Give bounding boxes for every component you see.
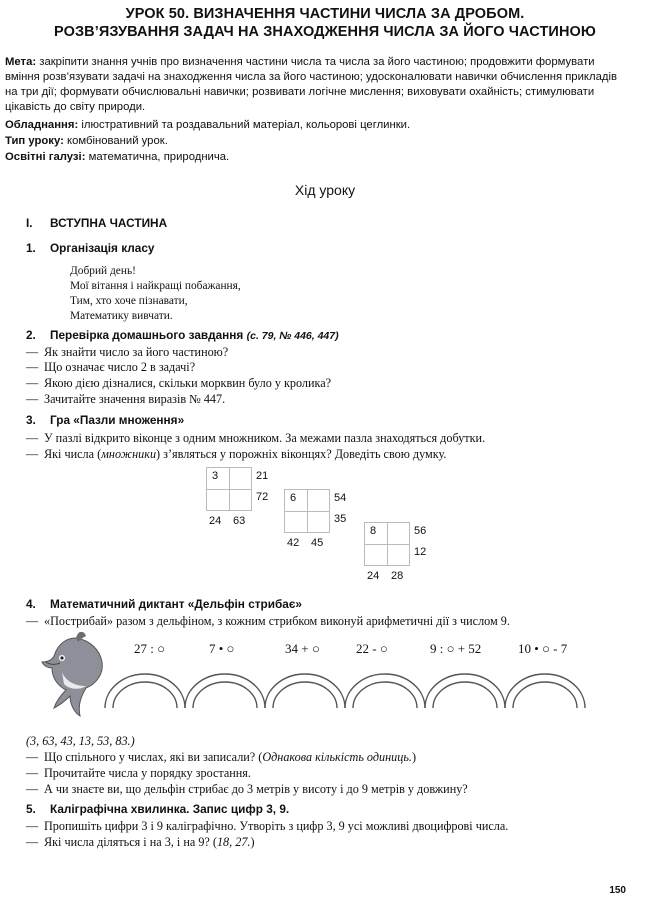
course-heading: Хід уроку	[294, 182, 356, 198]
puzzle-product: 56	[414, 525, 427, 537]
puzzle-known-factor: 3	[212, 470, 219, 482]
lesson-type	[5, 134, 627, 149]
puzzle-product: 54	[334, 492, 347, 504]
puzzle-product: 42	[287, 537, 300, 549]
jump-expression: 9 : ○ + 52	[430, 641, 482, 656]
section-intro: I. ВСТУПНА ЧАСТИНА	[26, 216, 168, 230]
puzzle-product: 63	[233, 515, 246, 527]
poem-line: Математику вивчати.	[70, 310, 173, 322]
jump-expression: 10 • ○ - 7	[518, 641, 568, 656]
instruction-line: — Які числа (множники) з’являться у порожніх віконцях? Доведіть свою думку.	[26, 447, 447, 461]
question-line: — Зачитайте значення виразів № 447.	[26, 392, 226, 406]
puzzle-product: 24	[209, 515, 222, 527]
question-line: — Пропишіть цифри 3 і 9 каліграфічно. Утворіть з цифр 3, 9 усі можливі двоцифрові числа.	[26, 819, 509, 833]
section-calligraphy: 5. Каліграфічна хвилинка. Запис цифр 3, 9.	[26, 802, 290, 816]
puzzle-product: 12	[414, 546, 427, 558]
jump-expression: 34 + ○	[285, 641, 320, 656]
puzzle-product: 28	[391, 570, 404, 582]
type-text: комбінований урок.	[67, 135, 168, 147]
jump-expression: 7 • ○	[209, 641, 235, 656]
question-line: — Що спільного у числах, які ви записали? (Однакова кількість одиниць.)	[26, 750, 417, 764]
goal-label: Мета:	[5, 56, 37, 68]
type-label: Тип уроку:	[5, 135, 64, 147]
puzzle-known-factor: 8	[370, 525, 377, 537]
instruction-line: — «Пострибай» разом з дельфіном, з кожним стрибком виконуй арифметичні дії з числом 9.	[26, 614, 510, 628]
lesson-areas	[5, 150, 627, 165]
equipment-label: Обладнання:	[5, 119, 79, 131]
question-line: — Прочитайте числа у порядку зростання.	[26, 766, 251, 780]
section-homework: 2. Перевірка домашнього завдання (с. 79, № 446, 447)	[26, 328, 339, 342]
puzzle-product: 45	[311, 537, 324, 549]
goal-text: закріпити знання учнів про визначення частини числа та числа за його частиною; продовжити формувати вміння розв’язувати задачі на знаходження числа за його частиною; удосконалювати навички обчислення прикладів на три дії; формувати обчислювальні навички; розвивати логічне мислення; виховувати охайність; стимулювати цікавість до світу природи.	[5, 56, 617, 113]
section-puzzle-game: 3. Гра «Пазли множення»	[26, 413, 185, 427]
areas-text: математична, природнича.	[88, 151, 230, 163]
section-organization: 1. Організація класу	[26, 241, 155, 255]
poem-line: Добрий день!	[70, 265, 136, 277]
poem-line: Тим, хто хоче пізнавати,	[70, 295, 188, 307]
page-number: 150	[609, 885, 626, 896]
question-line: — Які числа діляться і на 3, і на 9? (18, 27.)	[26, 835, 255, 849]
instruction-line: — У пазлі відкрито віконце з одним множником. За межами пазла знаходяться добутки.	[26, 431, 486, 445]
question-line: — Що означає число 2 в задачі?	[26, 360, 196, 374]
jump-expression: 27 : ○	[134, 641, 165, 656]
equipment-text: ілюстративний та роздавальний матеріал, кольорові цеглинки.	[81, 119, 411, 131]
lesson-equipment	[5, 118, 627, 133]
puzzle-known-factor: 6	[290, 492, 297, 504]
question-line: — Якою дією дізналися, скільки морквин було у кролика?	[26, 376, 332, 390]
puzzle-product: 21	[256, 470, 269, 482]
question-line: — А чи знаєте ви, що дельфін стрибає до 3 метрів у висоту і до 9 метрів у довжину?	[26, 782, 468, 796]
lesson-title-line2: РОЗВ’ЯЗУВАННЯ ЗАДАЧ НА ЗНАХОДЖЕННЯ ЧИСЛА ЗА ЙОГО ЧАСТИНОЮ	[54, 24, 596, 40]
areas-label: Освітні галузі:	[5, 151, 86, 163]
greeting-poem	[70, 264, 241, 324]
jump-expression: 22 - ○	[356, 641, 388, 656]
lesson-title-line1: УРОК 50. ВИЗНАЧЕННЯ ЧАСТИНИ ЧИСЛА ЗА ДРОБОМ.	[125, 6, 525, 22]
puzzle-product: 24	[367, 570, 380, 582]
puzzle-product: 35	[334, 513, 347, 525]
lesson-goal	[5, 55, 627, 115]
answers-line: (3, 63, 43, 13, 53, 83.)	[26, 734, 135, 748]
jump-arcs	[100, 666, 620, 714]
question-line: — Як знайти число за його частиною?	[26, 345, 229, 359]
poem-line: Мої вітання і найкращі побажання,	[70, 280, 241, 292]
section-math-dictation: 4. Математичний диктант «Дельфін стрибає»	[26, 597, 302, 611]
puzzle-product: 72	[256, 491, 269, 503]
